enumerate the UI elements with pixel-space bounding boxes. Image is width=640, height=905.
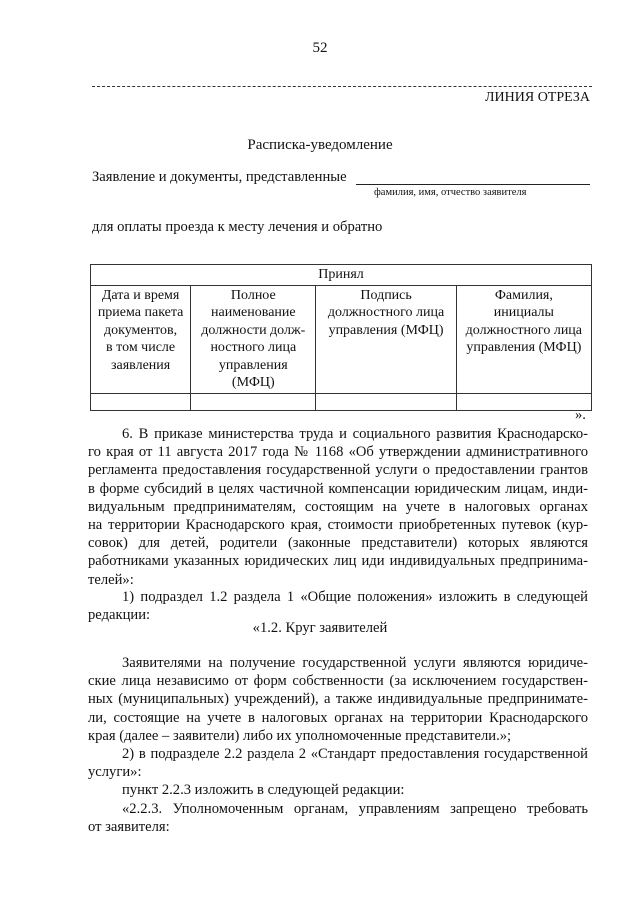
table-columns-row (91, 285, 592, 393)
applicant-name-line (356, 184, 590, 185)
paragraph-item-2: 2) в подразделе 2.2 раздела 2 «Стандарт предоставления государственной услуги»: (88, 746, 588, 781)
purpose-text: для оплаты проезда к месту лечения и обратно (92, 219, 383, 235)
accepted-header: Принял (91, 265, 592, 286)
receipt-table (90, 264, 592, 411)
name-caption: фамилия, имя, отчество заявителя (374, 187, 527, 198)
column-signature: Подпись должностного лица управления (МФЦ) (316, 285, 456, 393)
cut-line-label: ЛИНИЯ ОТРЕЗА (485, 90, 590, 105)
paragraph-item-2-2-3: пункт 2.2.3 изложить в следующей редакции: (122, 782, 405, 798)
table-empty-row (91, 393, 592, 410)
section-heading: «1.2. Круг заявителей (252, 620, 388, 636)
submitted-label: Заявление и документы, представленные (92, 169, 347, 185)
paragraph-2-2-3: «2.2.3. Уполномоченным органам, управлениям запрещено требовать от заявителя: (88, 801, 588, 836)
paragraph-6: 6. В приказе министерства труда и социального развития Краснодарско- го края от 11 августа 2017 года № 1168 «Об утверждении административного регламента предоставления государственной услуги о предоставлении грантов в форме субсидий в целях частичной компенсации юридическим лицам, инди- видуальным предпринимателям, состоящим на учете в налоговых органах на территории Краснодарского края, стоимости приобретенных путевок (кур- совок) для детей, родители (законные представители) которых являются работниками указанных юридических лиц иди индивидуальных предпринима- телей»: (88, 426, 588, 588)
cut-line (92, 86, 592, 87)
paragraph-applicants: Заявителями на получение государственной услуги являются юридиче- ские лица независимо от форм собственности (за исключением государствен- ных (муниципальных) учреждений), а также индивидуальные предпринимате- ли, состоящие на учете в налоговых органах на территории Краснодарского края (далее – заявители) либо их уполномоченные представители.»; (88, 655, 588, 744)
receipt-title: Расписка-уведомление (247, 137, 393, 153)
table-header-row (91, 265, 592, 286)
closing-mark: ». (575, 407, 586, 423)
column-position: Полное наименование должности долж- ностного лица управления (МФЦ) (191, 285, 316, 393)
column-name-initials: Фамилия, инициалы должностного лица управления (МФЦ) (456, 285, 591, 393)
paragraph-item-1: 1) подраздел 1.2 раздела 1 «Общие положения» изложить в следующей редакции: (88, 589, 588, 624)
column-date-time: Дата и время приема пакета документов, в том числе заявления (91, 285, 191, 393)
page-number: 52 (312, 40, 328, 56)
